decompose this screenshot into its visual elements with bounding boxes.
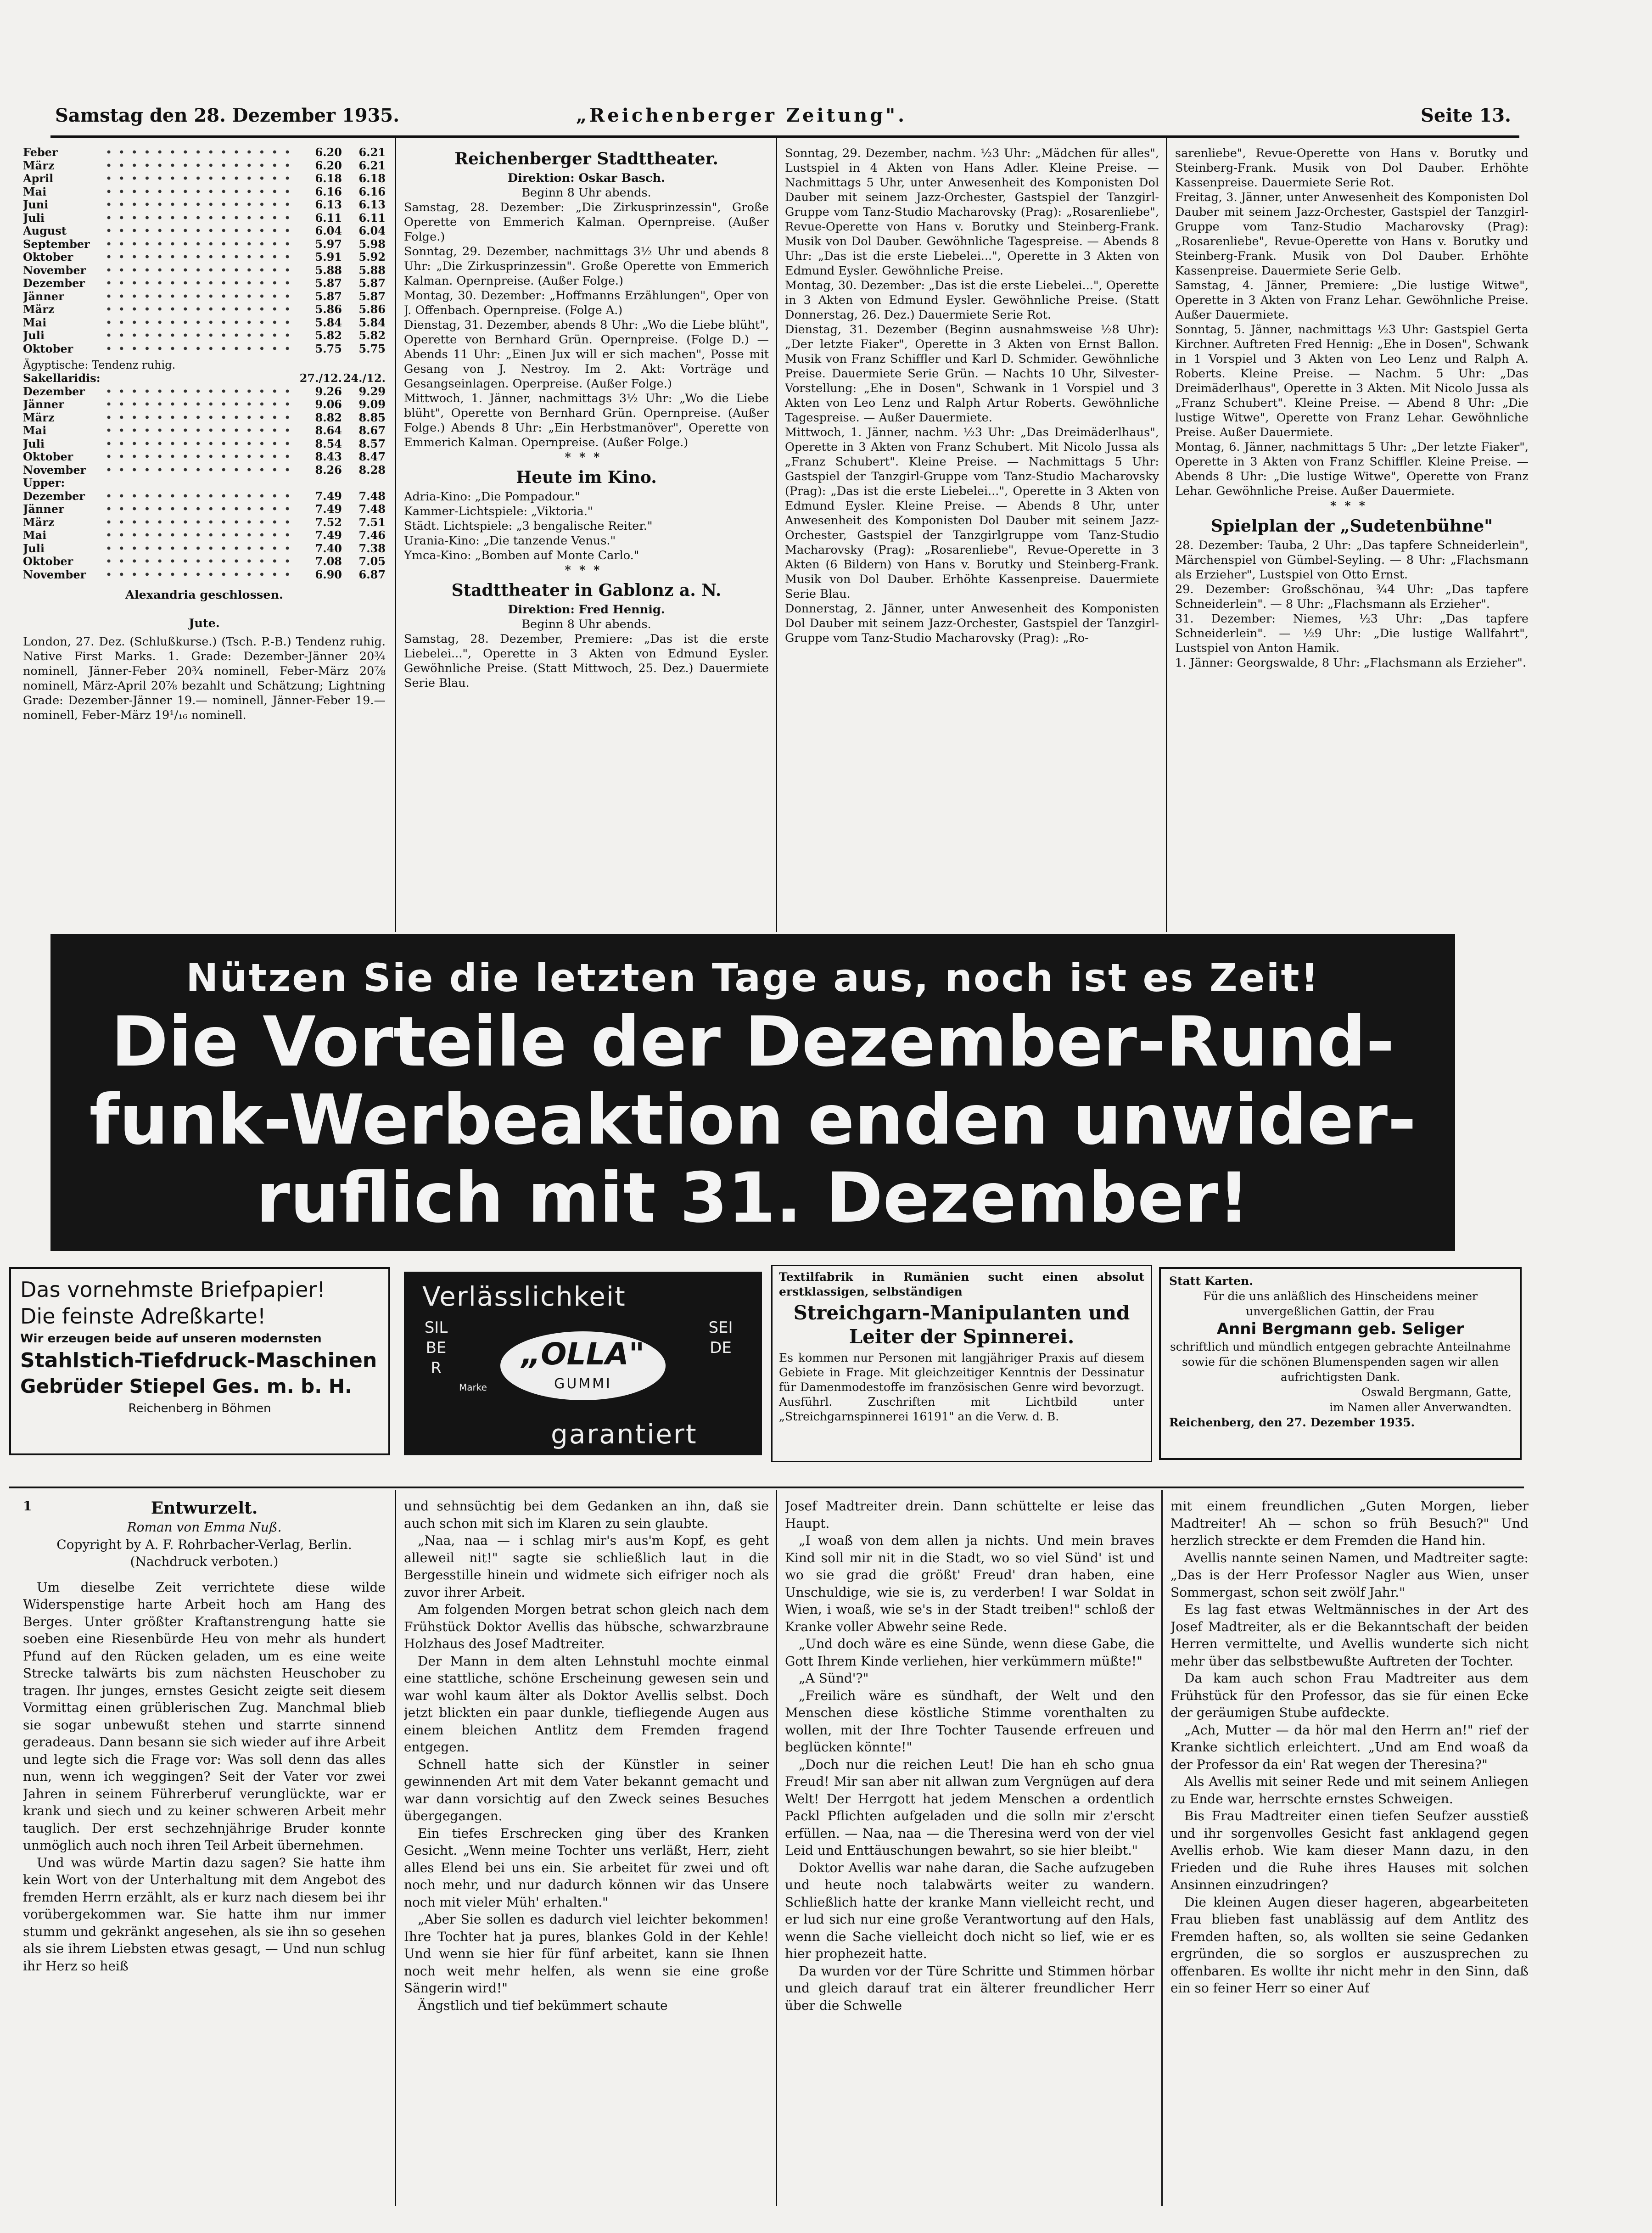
quote-value-current: 6.16 (315, 185, 342, 198)
theater-program-sudeten (1175, 146, 1529, 926)
novel-paragraph: Schnell hatte sich der Künstler in seiner gewinnenden Art mit dem Vater bekannt gemacht und war dann vorsichtig auf den Zweck seines Besuches übergegangen. (404, 1756, 769, 1823)
dot-leader (106, 411, 298, 425)
program-entry: Mittwoch, 1. Jänner, nachm. ½3 Uhr: „Das Dreimäderlhaus", Operette in 3 Akten von Franz Schubert. Mit Nicolo Jussa als „Franz Schubert". Kleine Preise. — Nachmittags 5 Uhr: Gastspiel der Tanzgirl-Gruppe vom Tanz-Studio Macharovsky (Prag): „Das ist die erste Liebelei...", Operette in 3 Akten von Edmund Eysler. Kleine Preise. — Abends 8 Uhr, unter Anwesenheit des Komponisten Dol Dauber mit seinem Jazz-Orchester, Gastspiel der Tanzgirlgruppe vom Tanz-Studio Macharovsky (Prag): „Rosarenliebe", Revue-Operette in 3 Akten (6 Bildern) von Hans v. Borutky und Steinberg-Frank. Musik von Dol Dauber. Erhöhte Kassenpreise. Dauermiete Serie Blau. (785, 426, 1159, 601)
quote-value-previous: 5.87 (358, 289, 386, 303)
quote-value-current: 7.49 (315, 502, 342, 516)
program-entry: Donnerstag, 2. Jänner, unter Anwesenheit des Komponisten Dol Dauber mit seinem Jazz-Orchester, Gastspiel der Tanzgirl-Gruppe vom Tanz-Studio Macharovsky (Prag): „Ro- (785, 602, 1159, 645)
novel-paragraph: „I woaß von dem allen ja nichts. Und mein braves Kind soll mir nit in die Stadt, wo so viel Sünd' ist und wo sie grad die größt' Freud' dran haben, eine Unschuldige, wie sie is, zu verderben! I war Soldat in Wien, i woaß, wie se's in der Stadt treiben!" schloß der Kranke voller Abwehr seine Rede. (785, 1533, 1154, 1634)
quote-value-previous: 9.29 (358, 384, 386, 398)
installment-number: 1 (23, 1498, 32, 1514)
quote-value-current: 6.13 (315, 198, 342, 211)
quote-month: Feber (23, 146, 58, 159)
quote-value-previous: 5.84 (358, 315, 386, 329)
quote-month: Juli (23, 542, 45, 555)
sudeten-entry: 28. Dezember: Tauba, 2 Uhr: „Das tapfere Schneiderlein", Märchenspiel von Gümbel-Seyling. — 8 Uhr: „Flachsmann als Erzieher", Lustspiel von Otto Ernst. (1175, 539, 1529, 582)
theater-entry: Sonntag, 29. Dezember, nachmittags 3½ Uhr und abends 8 Uhr: „Die Zirkusprinzessin". Große Operette von Emmerich Kalman. Opernpreise. (Außer Folge.) (404, 245, 769, 288)
quote-month: Mai (23, 316, 47, 329)
novel-paragraph: „Doch nur die reichen Leut! Die han eh scho gnua Freud! Mir san aber nit allwan zum Vergnügen auf dera Welt! Der Herrgott hat jedem Menschen a ordentlich Packl Pflichten aufgeladen und die solln mir z'erscht erfüllen. — Naa, naa — die Theresina werd von der viel Leid und Enttäuschungen bewahrt, so sie hier bleibt." (785, 1756, 1154, 1858)
program-entry: Freitag, 3. Jänner, unter Anwesenheit des Komponisten Dol Dauber mit seinem Jazz-Orchester, Gastspiel der Tanzgirl-Gruppe vom Tanz-Studio Macharovsky (Prag): „Rosarenliebe", Revue-Operette von Hans v. Borutky und Steinberg-Frank. Musik von Dol Dauber. Erhöhte Kassenpreise. Dauermiete Serie Gelb. (1175, 191, 1529, 278)
novel-paragraph: Da wurden vor der Türe Schritte und Stimmen hörbar und gleich darauf trat ein älterer freundlicher Herr über die Schwelle (785, 1963, 1154, 2013)
quote-row (23, 290, 386, 303)
banner-line: Nützen Sie die letzten Tage aus, noch ist es Zeit! (186, 955, 1320, 1000)
quote-value-previous: 5.82 (358, 329, 386, 342)
quote-month: Mai (23, 529, 47, 542)
quote-value-current: 7.52 (315, 515, 342, 529)
quote-value-previous: 7.48 (358, 502, 386, 516)
olla-right: SEIDE (708, 1318, 733, 1357)
quote-row (23, 450, 386, 464)
quote-row (23, 303, 386, 316)
quote-value-current: 7.08 (315, 555, 342, 568)
program-entry: Sonntag, 29. Dezember, nachm. ½3 Uhr: „Mädchen für alles", Lustspiel in 4 Akten von Hans Adler. Kleine Preise. — Nachmittags 5 Uhr, unter Anwesenheit des Komponisten Dol Dauber mit seinem Jazz-Orchester, Gastspiel der Tanzgirl-Gruppe vom Tanz-Studio Macharovsky (Prag): „Rosarenliebe", Revue-Operette von Hans v. Borutky und Steinberg-Frank. Musik von Dol Dauber. Gewöhnliche Tagespreise. — Abends 8 Uhr: „Das ist die erste Liebelei...", Operette in 3 Akten von Edmund Eysler. Gewöhnliche Preise. (785, 146, 1159, 278)
novel-author: Roman von Emma Nuß. (127, 1520, 282, 1535)
quote-value-previous: 6.11 (358, 211, 386, 224)
novel-title: Entwurzelt. (151, 1498, 258, 1518)
quote-month: Oktober (23, 555, 73, 568)
dot-leader (106, 342, 298, 356)
quote-row (23, 555, 386, 568)
novel-paragraph: Ein tiefes Erschrecken ging über des Kranken Gesicht. „Wenn meine Tochter uns verläßt, Herr, zieht alles Elend bei uns ein. Sie arbeitet für zwei und oft noch mehr, und nur dadurch können wir das Unsere noch mit vieler Müh' erhalten." (404, 1825, 769, 1910)
quote-row (23, 385, 386, 398)
quote-month: November (23, 568, 86, 581)
quote-row (23, 264, 386, 277)
dot-leader (106, 385, 298, 398)
page-date: Samstag den 28. Dezember 1935. (55, 105, 400, 126)
novel-column-4 (1170, 1498, 1529, 2214)
quote-month: März (23, 516, 55, 529)
thanks-place: Reichenberg, den 27. Dezember 1935. (1169, 1416, 1415, 1429)
quote-month: Juli (23, 329, 45, 342)
banner-line: funk-Werbeaktion enden unwider- (89, 1080, 1417, 1160)
novel-paragraph: Die kleinen Augen dieser hageren, abgearbeiteten Frau blieben fast unablässig auf dem Antlitz des Fremden haften, so, als wollten sie seine Gedanken ergründen, die so sorglos er auszusprechen zu offenbaren. Es wollte ihr nicht mehr in den Sinn, daß ein so feiner Herr so einer Auf (1170, 1894, 1529, 1996)
sakellaridis-header: Sakellaridis: 27./12. 24./12. (23, 371, 386, 385)
quote-month: Juli (23, 437, 45, 450)
column-divider (776, 138, 777, 932)
novel-paragraph: „Ach, Mutter — da hör mal den Herrn an!" rief der Kranke sichtlich erleichtert. „Und am End woaß da der Professor da ein' Rat wegen der Theresina?" (1170, 1722, 1529, 1772)
quote-value-current: 7.49 (315, 528, 342, 542)
quote-month: Dezember (23, 277, 85, 290)
quote-row (23, 568, 386, 582)
ad-line: Das vornehmste Briefpapier! (20, 1277, 325, 1302)
dot-leader (106, 424, 298, 438)
radio-campaign-banner (50, 934, 1455, 1251)
novel-column-2 (404, 1498, 769, 2214)
quote-row (23, 438, 386, 451)
cotton-quotes-table (23, 146, 386, 355)
quote-value-previous: 7.05 (358, 555, 386, 568)
quote-value-current: 6.90 (315, 567, 342, 581)
quote-month: Oktober (23, 251, 73, 264)
quote-month: Mai (23, 424, 47, 437)
reprint-notice: (Nachdruck verboten.) (130, 1554, 279, 1569)
dot-leader (106, 568, 298, 582)
quote-value-current: 8.64 (315, 424, 342, 437)
quote-value-current: 5.88 (315, 263, 342, 277)
quote-value-previous: 7.51 (358, 515, 386, 529)
novel-paragraph: Da kam auch schon Frau Madtreiter aus dem Frühstück für den Professor, das sie für einen Ecke der geräumigen Stube aufdeckte. (1170, 1671, 1529, 1720)
dot-leader (106, 159, 298, 173)
quote-row (23, 503, 386, 516)
dot-leader (106, 490, 298, 503)
section-rule (9, 1487, 1524, 1488)
quote-row (23, 464, 386, 477)
quote-row (23, 342, 386, 356)
dot-leader (106, 516, 298, 529)
kino-entry: Städt. Lichtspiele: „3 bengalische Reiter." (404, 519, 653, 533)
quote-value-current: 5.75 (315, 342, 342, 355)
ad-line: Die feinste Adreßkarte! (20, 1304, 266, 1329)
sudeten-title: Spielplan der „Sudetenbühne" (1211, 516, 1493, 536)
egypt-note: Ägyptische: Tendenz ruhig. (23, 359, 176, 371)
quote-value-previous: 5.88 (358, 263, 386, 277)
novel-paragraph: mit einem freundlichen „Guten Morgen, lieber Madtreiter! Ah — schon so früh Besuch?" Und herzlich streckte er dem Fremden die Hand hin. (1170, 1498, 1529, 1548)
program-entry: Montag, 6. Jänner, nachmittags 5 Uhr: „Der letzte Fiaker", Operette in 3 Akten von Franz Schiffler. Kleine Preise. — Abends 8 Uhr: „Die lustige Witwe", Operette von Franz Lehar. Gewöhnliche Preise. Außer Dauermiete. (1175, 440, 1529, 498)
quote-value-current: 8.26 (315, 463, 342, 477)
novel-paragraph: Josef Madtreiter drein. Dann schüttelte er leise das Haupt. (785, 1498, 1154, 1531)
quote-value-previous: 6.13 (358, 198, 386, 211)
dot-leader (106, 329, 298, 342)
quote-month: März (23, 159, 55, 172)
quote-value-previous: 5.98 (358, 237, 386, 251)
alexandria-note: Alexandria geschlossen. (125, 588, 283, 602)
dot-leader (106, 316, 298, 330)
jute-heading: Jute. (189, 617, 220, 630)
thanks-head: Statt Karten. (1169, 1274, 1254, 1288)
program-entry: Sonntag, 5. Jänner, nachmittags ½3 Uhr: Gastspiel Gerta Kirchner. Auftreten Fred Hennig: „Ehe in Dosen", Schwank in 1 Vorspiel und 3 Akten von Leo Lenz und Ralph A. Roberts. Kleine Preise. — Nachm. 5 Uhr: „Das Dreimäderlhaus", Operette in 3 Akten. Mit Nicolo Jussa als „Franz Schubert". Kleine Preise. — Abend 8 Uhr: „Die lustige Witwe", Operette von Franz Lehar. Gewöhnliche Preise. Außer Dauermiete. (1175, 323, 1529, 439)
quote-month: März (23, 411, 55, 424)
quote-row (23, 185, 386, 199)
quote-value-current: 6.11 (315, 211, 342, 224)
gablonz-title: Stadttheater in Gablonz a. N. (451, 581, 722, 600)
dot-leader (106, 251, 298, 264)
novel-paragraph: Am folgenden Morgen betrat schon gleich nach dem Frühstück Doktor Avellis das hübsche, schwarzbraune Holzhaus des Josef Madtreiter. (404, 1602, 769, 1651)
theater-start: Beginn 8 Uhr abends. (521, 186, 651, 200)
quote-month: November (23, 463, 86, 477)
dot-leader (106, 450, 298, 464)
olla-top: Verlässlichkeit (422, 1281, 626, 1312)
thanks-sign: im Namen aller Anverwandten. (1329, 1401, 1512, 1414)
quote-value-current: 9.26 (315, 384, 342, 398)
quote-value-previous: 6.04 (358, 224, 386, 237)
dot-leader (106, 542, 298, 555)
banner-line: ruflich mit 31. Dezember! (256, 1158, 1249, 1238)
quote-month: Juni (23, 198, 49, 211)
thanks-text: schriftlich und mündlich entgegen gebrachte Anteilnahme sowie für die schönen Blumenspenden sagen wir allen aufrichtigsten Dank. (1170, 1340, 1511, 1384)
quote-month: Dezember (23, 385, 85, 398)
quote-value-previous: 7.46 (358, 528, 386, 542)
quote-row (23, 198, 386, 212)
ad-line: Stahlstich-Tiefdruck-Maschinen (20, 1349, 377, 1372)
quote-row (23, 238, 386, 251)
quote-value-current: 8.82 (315, 410, 342, 424)
quote-value-current: 5.87 (315, 276, 342, 290)
quote-value-previous: 5.75 (358, 342, 386, 355)
upper-table (23, 490, 386, 582)
column-divider (776, 1490, 777, 2206)
program-entry: Samstag, 4. Jänner, Premiere: „Die lustige Witwe", Operette in 3 Akten von Franz Lehar. Gewöhnliche Preise. Außer Dauermiete. (1175, 279, 1529, 322)
dot-leader (106, 146, 298, 159)
gablonz-direction: Direktion: Fred Hennig. (508, 603, 665, 617)
quote-row (23, 277, 386, 290)
quote-value-previous: 8.57 (358, 437, 386, 450)
dot-leader (106, 198, 298, 212)
dot-leader (106, 185, 298, 199)
quote-row (23, 529, 386, 542)
theater-entry: Samstag, 28. Dezember: „Die Zirkusprinzessin", Große Operette von Emmerich Kalman. Opernpreise. (Außer Folge.) (404, 201, 769, 244)
dot-leader (106, 464, 298, 477)
dot-leader (106, 224, 298, 238)
quote-value-current: 5.82 (315, 329, 342, 342)
quote-value-current: 8.43 (315, 450, 342, 463)
quote-row (23, 212, 386, 225)
quote-value-current: 7.40 (315, 541, 342, 555)
textile-intro: Textilfabrik in Rumänien sucht einen absolut erstklassigen, selbständigen (779, 1270, 1144, 1298)
quote-month: September (23, 237, 90, 251)
quote-month: August (23, 224, 67, 237)
quote-month: April (23, 172, 54, 185)
kino-entry: Kammer-Lichtspiele: „Viktoria." (404, 505, 593, 518)
theater-column (404, 146, 769, 926)
olla-ad (404, 1272, 762, 1455)
novel-paragraph: „Freilich wäre es sündhaft, der Welt und den Menschen diese köstliche Stimme vorenthalten zu wollen, mit der Ihre Tochter Tausende erfreuen und beglücken könnte!" (785, 1688, 1154, 1755)
novel-paragraph: Doktor Avellis war nahe daran, die Sache aufzugeben und heute noch talabwärts weiter zu wandern. Schließlich hatte der kranke Mann vielleicht recht, und er lud sich nur eine große Verantwortung auf den Hals, wenn die Sache vielleicht doch nicht so lief, wie er es hier prophezeit hatte. (785, 1860, 1154, 1961)
quote-value-previous: 8.47 (358, 450, 386, 463)
column-divider (395, 138, 396, 932)
newspaper-title: „Reichenberger Zeitung". (576, 105, 907, 126)
dot-leader (106, 529, 298, 542)
program-entry: Dienstag, 31. Dezember (Beginn ausnahmsweise ½8 Uhr): „Der letzte Fiaker", Operette in 3 Akten von Ernst Ballon. Musik von Franz Schiffler und Karl D. Schmider. Gewöhnliche Preise. Dauermiete Serie Grün. — Nachts 10 Uhr, Silvester-Vorstellung: „Ehe in Dosen", Schwank in 1 Vorspiel und 3 Akten von Leo Lenz und Ralph Artur Roberts. Gewöhnliche Tagespreise. — Außer Dauermiete. (785, 323, 1159, 425)
quote-value-current: 8.54 (315, 437, 342, 450)
dot-leader (106, 277, 298, 290)
kino-entry: Urania-Kino: „Die tanzende Venus." (404, 534, 616, 548)
quote-value-current: 5.91 (315, 250, 342, 264)
novel-paragraph: Und was würde Martin dazu sagen? Sie hatte ihm kein Wort von der Unterhaltung mit dem Angebot des fremden Herrn erzählt, als er kurz nach diesem bei ihr vorübergekommen war. Sie hatte ihm nur immer stumm und gekränkt angesehen, als sie ihn so gesehen als sie ihrem Liebsten etwas gesagt, — Und nun schlug ihr Herz so heiß (23, 1855, 386, 1974)
theater-title: Reichenberger Stadttheater. (454, 149, 718, 168)
dot-leader (106, 212, 298, 225)
header-rule (50, 135, 1519, 138)
separator-stars: *** (1330, 499, 1373, 513)
column-divider (1161, 1490, 1163, 2206)
quote-month: November (23, 264, 86, 277)
quote-row (23, 146, 386, 159)
quote-row (23, 490, 386, 503)
quote-row (23, 398, 386, 411)
textile-headline: Streichgarn-Manipulanten und Leiter der Spinnerei. (793, 1302, 1130, 1348)
gablonz-entry: Samstag, 28. Dezember, Premiere: „Das ist die erste Liebelei...", Operette in 3 Akten von Edmund Eysler. Gewöhnliche Preise. (Statt Mittwoch, 25. Dez.) Dauermiete Serie Blau. (404, 632, 769, 690)
quote-value-previous: 6.87 (358, 567, 386, 581)
kino-entry: Adria-Kino: „Die Pompadour." (404, 490, 581, 504)
quote-value-current: 6.04 (315, 224, 342, 237)
quote-month: Dezember (23, 489, 85, 503)
thanks-sign: Oswald Bergmann, Gatte, (1361, 1386, 1512, 1399)
program-entry: sarenliebe", Revue-Operette von Hans v. Borutky und Steinberg-Frank. Musik von Dol Dauber. Erhöhte Kassenpreise. Dauermiete Serie Rot. (1175, 146, 1529, 190)
quote-row (23, 329, 386, 342)
separator-stars: *** (565, 450, 608, 464)
dot-leader (106, 438, 298, 451)
quote-row (23, 516, 386, 529)
jute-report: London, 27. Dez. (Schlußkurse.) (Tsch. P.-B.) Tendenz ruhig. Native First Marks. 1. Grade: Dezember-Jänner 20¾ nominell, Jänner-Feber 20¾ nominell, Feber-März 20⅞ nominell, März-April 20⅞ bezahlt und Schätzung; Lightning Grade: Dezember-Jänner 19.— nominell, Jänner-Feber 19.— nominell, Feber-März 19¹/₁₆ nominell. (23, 635, 386, 722)
olla-marke: Marke (459, 1382, 487, 1393)
dot-leader (106, 238, 298, 251)
upper-header: Upper: (23, 477, 65, 489)
kino-entry: Ymca-Kino: „Bomben auf Monte Carlo." (404, 549, 639, 562)
quote-row (23, 172, 386, 185)
quote-month: März (23, 303, 55, 316)
dot-leader (106, 555, 298, 568)
quote-month: Oktober (23, 450, 73, 463)
quote-value-previous: 8.85 (358, 410, 386, 424)
theater-entry: Mittwoch, 1. Jänner, nachmittags 3½ Uhr: „Wo die Liebe blüht", Operette von Bernhard Grün. Opernpreise. (Außer Folge.) Abends 8 Uhr: „Ein Herbstmanöver", Operette von Emmerich Kalman. Opernpreise. (Außer Folge.) (404, 392, 769, 449)
quote-row (23, 224, 386, 238)
quote-value-previous: 6.21 (358, 146, 386, 159)
textile-job-ad (771, 1265, 1152, 1462)
novel-paragraph: „A Sünd'?" (799, 1671, 869, 1686)
quote-value-previous: 8.67 (358, 424, 386, 437)
quote-value-previous: 7.38 (358, 541, 386, 555)
sudeten-entry: 31. Dezember: Niemes, ½3 Uhr: „Das tapfere Schneiderlein". — ½9 Uhr: „Die lustige Wallfahrt", Lustspiel von Anton Hamik. (1175, 612, 1529, 655)
dot-leader (106, 290, 298, 303)
quote-value-previous: 5.87 (358, 276, 386, 290)
quote-month: Jänner (23, 290, 64, 303)
olla-sub: GUMMI (554, 1376, 612, 1392)
novel-paragraph: Ängstlich und tief bekümmert schaute (418, 1997, 668, 2013)
quote-row (23, 159, 386, 173)
stiepel-ad (9, 1267, 390, 1455)
quote-row (23, 316, 386, 330)
quote-month: Oktober (23, 342, 73, 355)
novel-column-1 (23, 1498, 386, 2214)
kino-title: Heute im Kino. (516, 468, 657, 487)
quote-value-previous: 6.21 (358, 158, 386, 172)
banner-line: Die Vorteile der Dezember-Rund- (111, 1002, 1394, 1082)
quote-value-previous: 8.28 (358, 463, 386, 477)
market-report (23, 146, 386, 926)
dot-leader (106, 303, 298, 316)
novel-paragraph: Avellis nannte seinen Namen, und Madtreiter sagte: „Das is der Herr Professor Nagler aus Wien, unser Sommergast, schon seit zwölf Jahr." (1170, 1550, 1529, 1600)
quote-value-current: 6.18 (315, 172, 342, 185)
sudeten-entry: 29. Dezember: Großschönau, ¾4 Uhr: „Das tapfere Schneiderlein". — 8 Uhr: „Flachsmann als Erzieher". (1175, 583, 1529, 611)
quote-value-current: 6.20 (315, 158, 342, 172)
olla-left: SILBER (424, 1318, 448, 1377)
novel-paragraph: Bis Frau Madtreiter einen tiefen Seufzer ausstieß und ihr sorgenvolles Gesicht fast anklagend gegen Avellis erhob. Wie kam dieser Mann dazu, in den Frieden und die Ruhe ihres Hauses mit solchen Ansinnen einzudringen? (1170, 1808, 1529, 1892)
dot-leader (106, 503, 298, 516)
quote-value-current: 7.49 (315, 489, 342, 503)
quote-value-current: 5.84 (315, 315, 342, 329)
novel-column-3 (785, 1498, 1154, 2214)
sakellaridis-table (23, 385, 386, 477)
page-number: Seite 13. (1421, 105, 1511, 126)
ad-line: Wir erzeugen beide auf unseren modernsten (20, 1332, 322, 1346)
quote-value-previous: 7.48 (358, 489, 386, 503)
olla-logo (500, 1331, 666, 1400)
quote-month: Mai (23, 185, 47, 198)
quote-month: Jänner (23, 503, 64, 516)
novel-paragraph: Um dieselbe Zeit verrichtete diese wilde Widerspenstige harte Arbeit hoch am Hang des Berges. Unter größter Kraftanstrengung hatte sie soeben eine Riesenbürde Heu von mehr als hundert Pfund auf den Rücken geladen, um es eine weite Strecke talwärts bis zum nächsten Heuschober zu tragen. Ihr junges, ernstes Gesicht zeigte seit diesem Vormittag einen grüblerischen Zug. Manchmal blieb sie sogar unbewußt stehen und starrte sinnend geradeaus. Dann besann sie sich wieder auf ihre Arbeit und legte sich die Frage vor: Was soll denn das alles nun, wenn ich weggingen? Seit der Vater vor zwei Jahren in seinem Führerberuf verunglückte, war er krank und siech und zu keiner schweren Arbeit mehr tauglich. Der erst sechzehnjährige Bruder konnte unmöglich auch noch ihren Teil Arbeit übernehmen. (23, 1579, 386, 1853)
sudeten-entry: 1. Jänner: Georgswalde, 8 Uhr: „Flachsmann als Erzieher". (1175, 656, 1526, 670)
novel-paragraph: und sehnsüchtig bei dem Gedanken an ihn, daß sie auch schon mit sich im Klaren zu sein glaubte. (404, 1498, 769, 1531)
quote-value-previous: 9.09 (358, 398, 386, 411)
dot-leader (106, 264, 298, 277)
thanks-name: Anni Bergmann geb. Seliger (1216, 1320, 1464, 1338)
gablonz-start: Beginn 8 Uhr abends. (521, 617, 651, 631)
column-divider (1166, 138, 1167, 932)
quote-row (23, 542, 386, 555)
quote-value-current: 5.87 (315, 289, 342, 303)
quote-row (23, 424, 386, 438)
theater-entry: Dienstag, 31. Dezember, abends 8 Uhr: „Wo die Liebe blüht", Operette von Bernhard Grün. Opernpreise. (Folge D.) — Abends 11 Uhr: „Einen Jux will er sich machen", Posse mit Gesang von J. Nestroy. Im 2. Akt: Vorträge und Gesangseinlagen. Operpreise. (Außer Folge.) (404, 318, 769, 391)
quote-value-previous: 6.16 (358, 185, 386, 198)
quote-value-current: 6.20 (315, 146, 342, 159)
quote-value-previous: 6.18 (358, 172, 386, 185)
quote-value-previous: 5.86 (358, 303, 386, 316)
quote-row (23, 411, 386, 425)
novel-paragraph: Der Mann in dem alten Lehnstuhl mochte einmal eine stattliche, schöne Erscheinung gewesen sein und war wohl kaum älter als Doktor Avellis selbst. Doch jetzt blickten ein paar dunkle, tiefliegende Augen aus einem bleichen Antlitz dem Fremden fragend entgegen. (404, 1653, 769, 1755)
novel-paragraph: Als Avellis mit seiner Rede und mit seinem Anliegen zu Ende war, herrschte ernstes Schweigen. (1170, 1774, 1529, 1807)
quote-value-previous: 5.92 (358, 250, 386, 264)
column-divider (395, 1490, 396, 2206)
novel-paragraph: „Aber Sie sollen es dadurch viel leichter bekommen! Ihre Tochter hat ja pures, blankes Gold in der Kehle! Und wenn sie hier für fünf arbeitet, kann sie Ihnen noch weit mehr helfen, als wenn sie eine große Sängerin wird!" (404, 1912, 769, 1996)
olla-brand: „OLLA" (521, 1336, 645, 1372)
novel-paragraph: „Und doch wäre es eine Sünde, wenn diese Gabe, die Gott Ihrem Kinde verliehen, hier verkümmern müßte!" (785, 1636, 1154, 1669)
quote-value-current: 9.06 (315, 398, 342, 411)
ad-line: Reichenberg in Böhmen (128, 1402, 271, 1415)
thanks-notice (1159, 1267, 1522, 1460)
novel-paragraph: „Naa, naa — i schlag mir's aus'm Kopf, es geht alleweil nit!" sagte sie schließlich laut in die Bergesstille hinein und widmete sich eifriger noch als zuvor ihrer Arbeit. (404, 1533, 769, 1600)
olla-bottom: garantiert (551, 1419, 698, 1450)
novel-copyright: Copyright by A. F. Rohrbacher-Verlag, Berlin. (56, 1537, 352, 1552)
novel-paragraph: Es lag fast etwas Weltmännisches in der Art des Josef Madtreiter, als er die Bekanntschaft der beiden Herren vermittelte, und Avellis wunderte sich nicht mehr über das selbstbewußte Auftreten der Tochter. (1170, 1602, 1529, 1669)
dot-leader (106, 172, 298, 185)
dot-leader (106, 398, 298, 411)
quote-month: Jänner (23, 398, 64, 411)
theater-direction: Direktion: Oskar Basch. (508, 171, 665, 185)
quote-month: Juli (23, 211, 45, 224)
ad-line: Gebrüder Stiepel Ges. m. b. H. (20, 1375, 352, 1397)
program-entry: Montag, 30. Dezember: „Das ist die erste Liebelei...", Operette in 3 Akten von Edmund Eysler. Gewöhnliche Preise. (Statt Donnerstag, 26. Dez.) Dauermiete Serie Rot. (785, 279, 1159, 322)
theater-entry: Montag, 30. Dezember: „Hoffmanns Erzählungen", Oper von J. Offenbach. Opernpreise. (Folge A.) (404, 289, 769, 317)
theater-program-continued (785, 146, 1159, 926)
quote-value-current: 5.97 (315, 237, 342, 251)
quote-row (23, 251, 386, 264)
quote-value-current: 5.86 (315, 303, 342, 316)
separator-stars: *** (565, 563, 608, 577)
textile-body: Es kommen nur Personen mit langjähriger Praxis auf diesem Gebiete in Frage. Mit gleichzeitiger Kenntnis der Dessinatur für Damenmodestoffe im französischen Genre wird bevorzugt. Ausführl. Zuschriften mit Lichtbild unter „Streichgarnspinnerei 16191" an die Verw. d. B. (779, 1351, 1144, 1423)
thanks-text: Für die uns anläßlich des Hinscheidens meiner unvergeßlichen Gattin, der Frau (1203, 1290, 1478, 1318)
